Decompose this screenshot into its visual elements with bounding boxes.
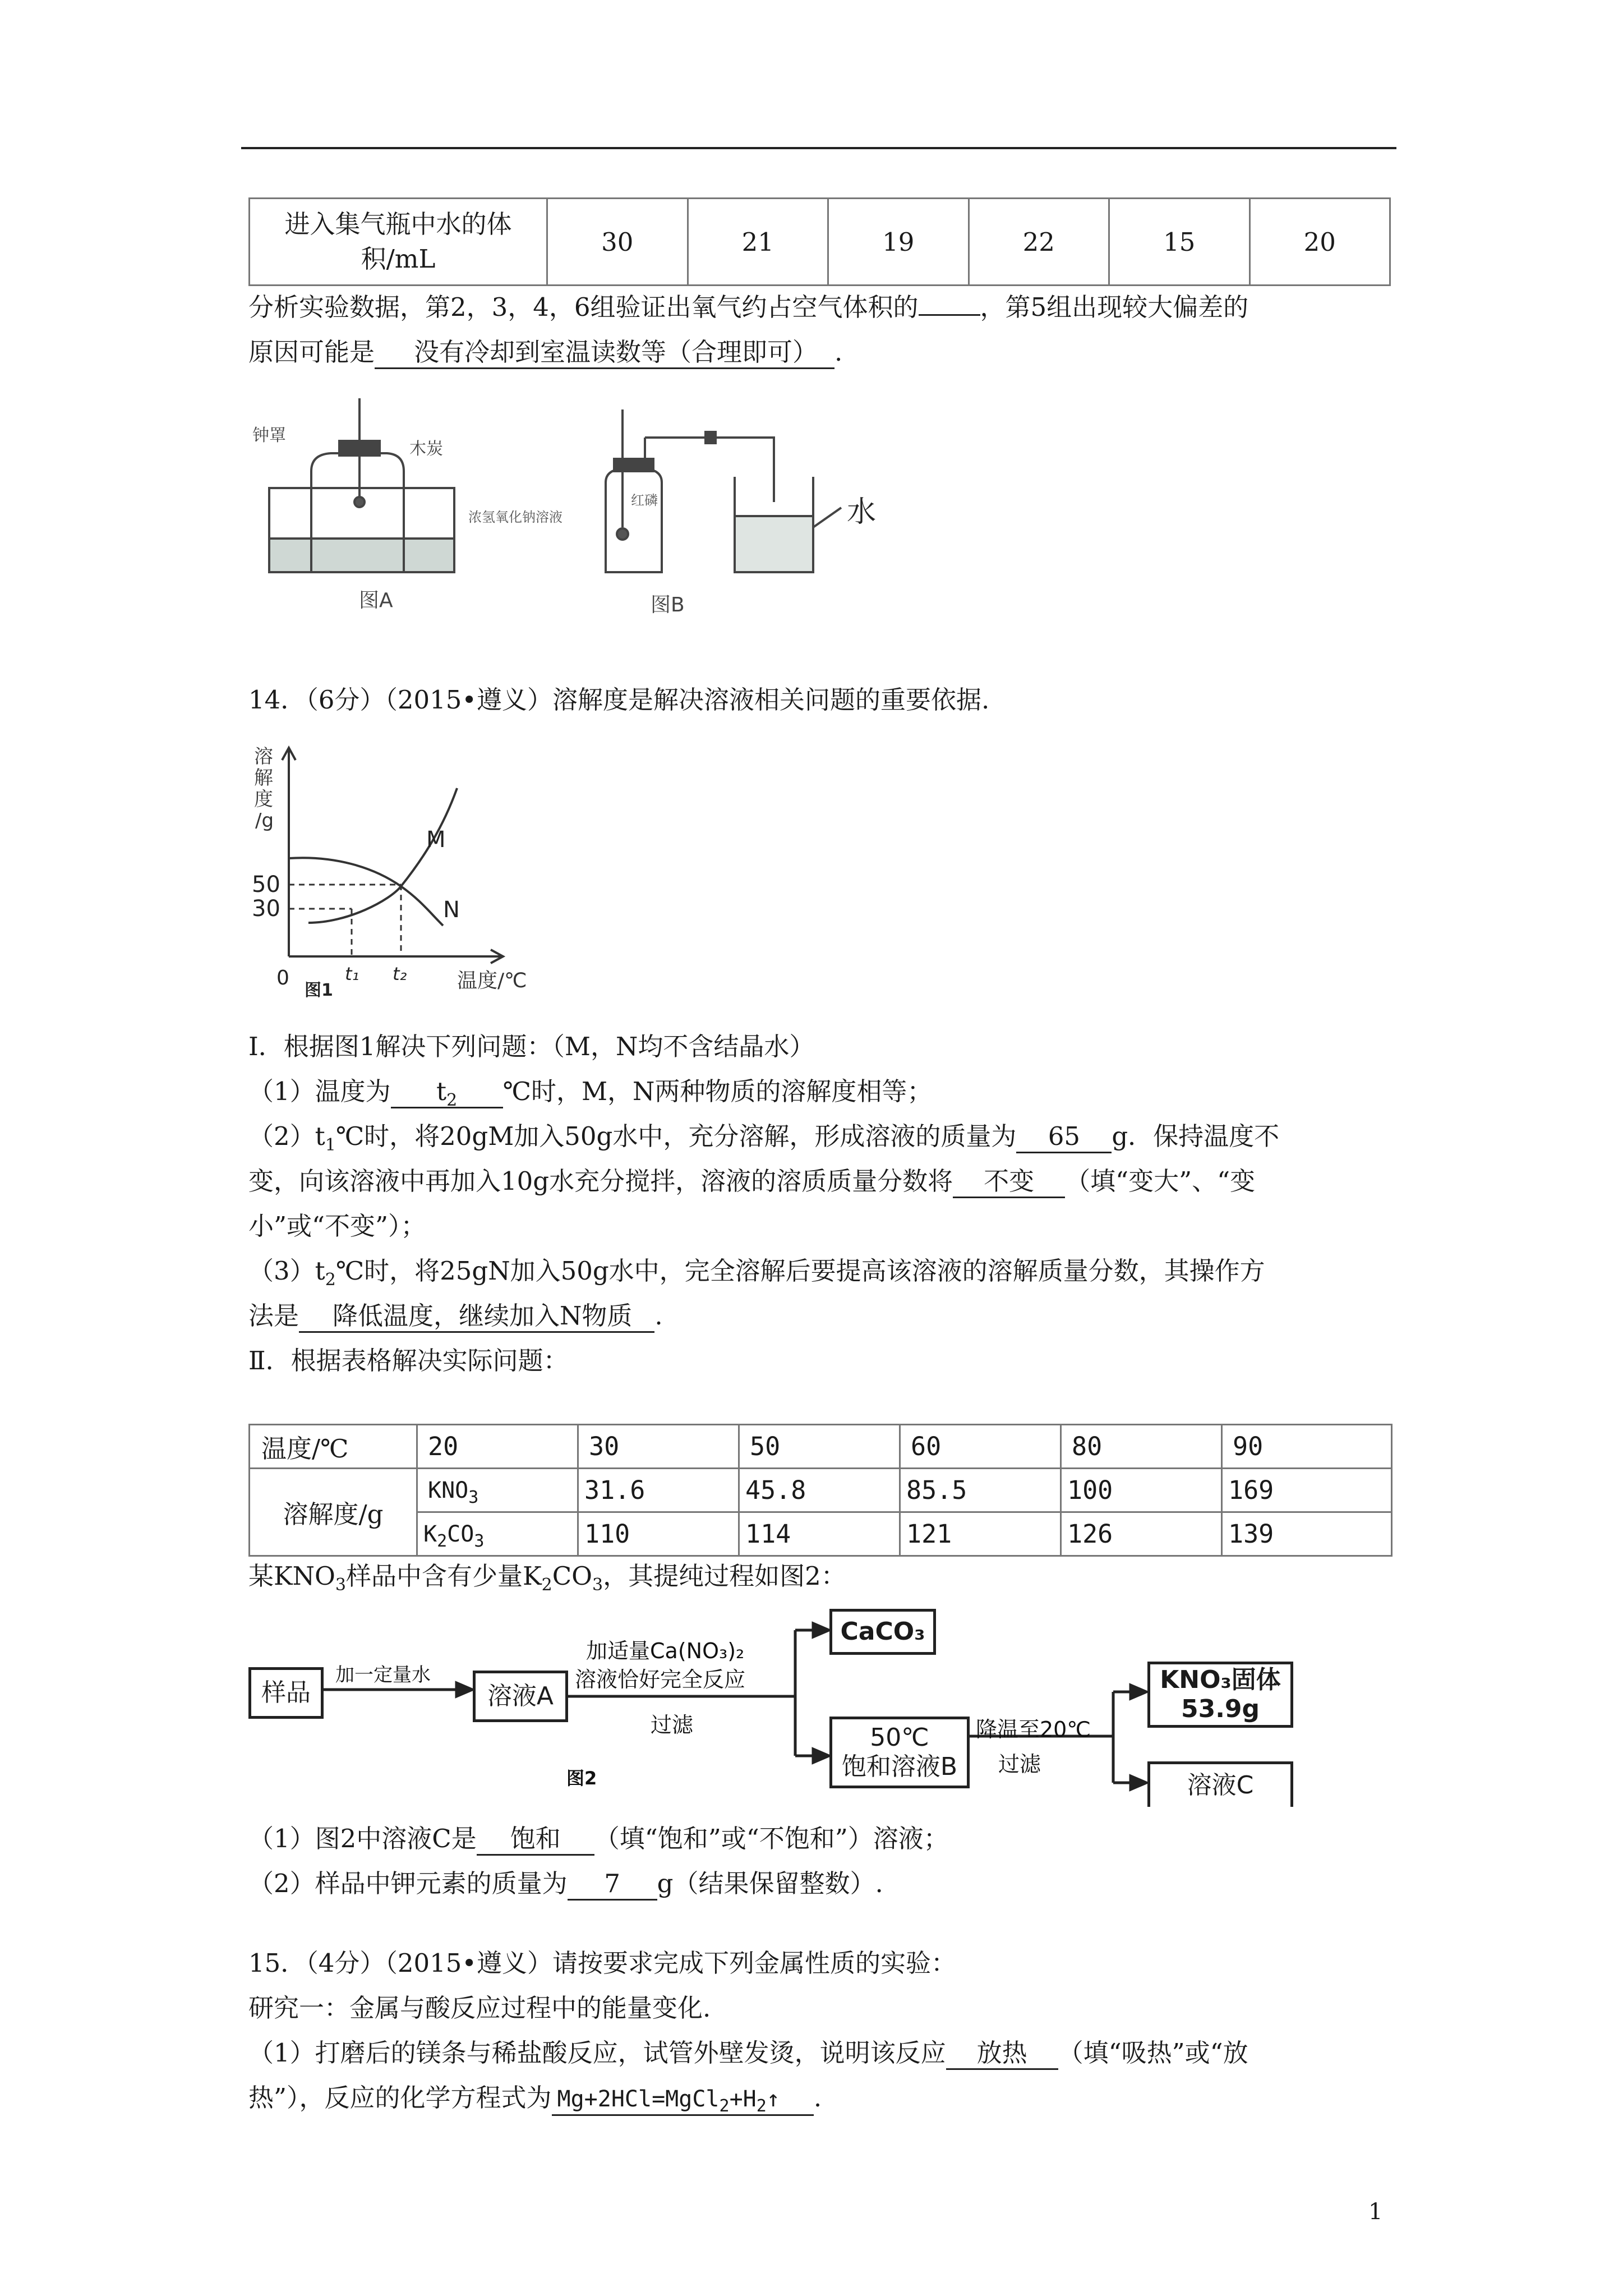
solubility-header: 溶解度/g <box>250 1469 417 1556</box>
q15-title: 15．（4分）（2015•遵义）请按要求完成下列金属性质的实验： <box>248 1948 956 1978</box>
figure2-caption: 图2 <box>566 1768 597 1789</box>
k2co3-value: 126 <box>1061 1512 1222 1556</box>
y-label-2: 解 <box>254 767 273 789</box>
temp-cell: 80 <box>1061 1425 1222 1469</box>
q14-title: 14．（6分）（2015•遵义）溶解度是解决溶液相关问题的重要依据. <box>248 685 990 715</box>
arrow-label-filter-2: 过滤 <box>998 1752 1041 1777</box>
answer: 没有冷却到室温读数等（合理即可） <box>375 337 834 369</box>
box-solution-b <box>829 1717 970 1788</box>
label-bell: 钟罩 <box>252 426 286 445</box>
q15-s1 <box>248 2036 1248 2070</box>
text: 分析实验数据，第2，3，4，6组验证出氧气约占空气体积的 <box>248 292 919 322</box>
sub: 2 <box>446 1091 458 1110</box>
text: （填“变大”、“变 <box>1065 1166 1256 1196</box>
curve-m <box>308 788 457 923</box>
solution-b-temp: 50℃ <box>870 1723 929 1752</box>
series-label-n: N <box>443 897 460 923</box>
text: （填“饱和”或“不饱和”）溶液； <box>594 1824 949 1853</box>
sample-intro <box>248 1559 846 1593</box>
box-sample: 样品 <box>248 1667 324 1719</box>
text: ℃时，M，N两种物质的溶解度相等； <box>502 1076 933 1106</box>
temp-header: 温度/℃ <box>250 1425 417 1469</box>
temp-cell: 50 <box>739 1425 900 1469</box>
text: +H <box>729 2086 757 2112</box>
table-header-water-volume: 进入集气瓶中水的体积/mL <box>250 199 547 286</box>
text: ℃时，将20gM加入50g水中，充分溶解，形成溶液的质量为 <box>335 1121 1017 1151</box>
text: （1）图2中溶液C是 <box>248 1824 477 1853</box>
apparatus-figure <box>247 387 909 628</box>
q13-line2 <box>248 335 842 369</box>
text: g．保持温度不 <box>1112 1121 1280 1151</box>
text: 样品中含有少量K <box>345 1561 542 1591</box>
y-tick-50: 50 <box>252 872 280 898</box>
q14-s3 <box>248 1254 1265 1288</box>
text: （2）样品中钾元素的质量为 <box>248 1869 568 1898</box>
q14-s2-line2 <box>248 1165 1255 1198</box>
text: . <box>654 1301 663 1331</box>
answer-blank <box>919 314 980 316</box>
table-cell: 20 <box>1249 199 1390 286</box>
q14-part2: Ⅱ．根据表格解决实际问题： <box>248 1346 569 1375</box>
sub: 3 <box>468 1487 479 1507</box>
q13-line1 <box>248 291 1248 324</box>
text: KNO <box>428 1477 469 1503</box>
x-tick-t1: t₁ <box>345 963 359 984</box>
x-axis-label: 温度/℃ <box>457 969 527 992</box>
caption-a: 图A <box>359 589 393 612</box>
table-cell: 21 <box>688 199 828 286</box>
sub: 3 <box>474 1531 485 1551</box>
figure1-caption: 图1 <box>305 981 333 1000</box>
sub: 3 <box>335 1575 346 1595</box>
kno3-value: 169 <box>1222 1469 1392 1512</box>
sub: 3 <box>592 1575 603 1595</box>
figure-b <box>606 409 841 572</box>
table-cell: 15 <box>1109 199 1250 286</box>
text: 热”），反应的化学方程式为 <box>248 2083 552 2113</box>
y-label-4: /g <box>255 809 274 832</box>
text: （3）t <box>248 1256 325 1286</box>
label-carbon: 木炭 <box>409 439 443 459</box>
text: （2）t <box>248 1121 325 1151</box>
k2co3-value: 110 <box>578 1512 739 1556</box>
q14-ii-q1 <box>248 1822 949 1856</box>
answer: 不变 <box>953 1166 1065 1198</box>
kno3-label <box>417 1469 578 1512</box>
kno3-solid-label: KNO₃固体 <box>1160 1665 1281 1694</box>
arrow-label-cool: 降温至20℃ <box>976 1717 1091 1742</box>
temp-cell: 60 <box>900 1425 1061 1469</box>
sub: 2 <box>325 1270 336 1290</box>
q15-research1: 研究一：金属与酸反应过程中的能量变化. <box>248 1993 711 2023</box>
series-label-m: M <box>426 827 446 853</box>
text: （1）温度为 <box>248 1076 391 1106</box>
text: . <box>813 2083 822 2113</box>
x-tick-t2: t₂ <box>393 963 407 984</box>
q14-part1: Ⅰ．根据图1解决下列问题：（M，N均不含结晶水） <box>248 1032 815 1061</box>
text: ，第5组出现较大偏差的 <box>980 292 1249 322</box>
text: . <box>834 337 843 367</box>
text: 法是 <box>248 1301 299 1331</box>
q14-s3-line2 <box>248 1299 663 1333</box>
temp-cell: 90 <box>1222 1425 1392 1469</box>
figure-a <box>269 398 454 572</box>
kno3-solid-mass: 53.9g <box>1181 1695 1260 1723</box>
kno3-value: 31.6 <box>578 1469 739 1512</box>
text: K <box>423 1521 437 1547</box>
solubility-chart <box>250 738 564 1001</box>
temp-cell: 30 <box>578 1425 739 1469</box>
y-tick-30: 30 <box>252 896 280 922</box>
text: ，其提纯过程如图2： <box>603 1561 846 1591</box>
answer: 降低温度，继续加入N物质 <box>299 1301 654 1333</box>
q14-ii-q2 <box>248 1867 883 1901</box>
text: 原因可能是 <box>248 337 375 367</box>
label-water: 水 <box>847 495 877 529</box>
arrow-label-reagent-1: 加适量Ca(NO₃)₂ <box>586 1639 745 1663</box>
arrow-label-filter-1: 过滤 <box>651 1713 694 1737</box>
q15-s1-line2 <box>248 2081 822 2116</box>
kno3-value: 85.5 <box>900 1469 1061 1512</box>
text: CO <box>552 1561 593 1591</box>
k2co3-label <box>417 1512 578 1556</box>
text: CO <box>447 1521 474 1547</box>
ans-t: t <box>436 1076 447 1106</box>
table-cell: 22 <box>969 199 1109 286</box>
y-label-1: 溶 <box>254 746 273 768</box>
text: 某KNO <box>248 1561 335 1591</box>
temp-cell: 20 <box>417 1425 578 1469</box>
answer-equation <box>552 2084 814 2116</box>
k2co3-value: 139 <box>1222 1512 1392 1556</box>
answer <box>391 1076 503 1108</box>
answer: 饱和 <box>477 1824 594 1856</box>
curve-n <box>289 858 443 926</box>
label-phosphorus: 红磷 <box>631 493 658 508</box>
answer: 65 <box>1016 1121 1112 1153</box>
text: （填“吸热”或“放 <box>1058 2038 1248 2068</box>
text: （1）打磨后的镁条与稀盐酸反应，试管外壁发烫，说明该反应 <box>248 2038 946 2068</box>
table-cell: 30 <box>547 199 688 286</box>
solution-b-label: 饱和溶液B <box>841 1752 958 1781</box>
box-kno3-solid <box>1147 1662 1293 1728</box>
text: ℃时，将25gN加入50g水中，完全溶解后要提高该溶液的溶解质量分数，其操作方 <box>335 1256 1265 1286</box>
text: g（结果保留整数）. <box>657 1869 883 1898</box>
page-number: 1 <box>1368 2199 1383 2225</box>
kno3-value: 100 <box>1061 1469 1222 1512</box>
header-rule <box>241 147 1396 149</box>
box-solution-a: 溶液A <box>473 1671 568 1722</box>
sub: 1 <box>325 1135 336 1155</box>
table-cell: 19 <box>828 199 969 286</box>
y-label-3: 度 <box>254 788 273 811</box>
sub: 2 <box>437 1531 448 1551</box>
arrow-label-add-water: 加一定量水 <box>335 1664 431 1686</box>
q14-s2 <box>248 1120 1279 1153</box>
text: ↑ <box>766 2086 780 2112</box>
k2co3-value: 121 <box>900 1512 1061 1556</box>
experiment-table <box>248 197 1391 286</box>
q14-s1 <box>248 1075 932 1108</box>
arrow-label-reagent-2: 溶液恰好完全反应 <box>575 1667 746 1692</box>
sub: 2 <box>719 2096 730 2116</box>
kno3-value: 45.8 <box>739 1469 900 1512</box>
solubility-table <box>248 1424 1393 1557</box>
answer: 7 <box>568 1869 657 1901</box>
box-caco3: CaCO₃ <box>829 1609 936 1655</box>
k2co3-value: 114 <box>739 1512 900 1556</box>
q14-s2-line3: 小”或“不变”）； <box>248 1211 426 1241</box>
sub: 2 <box>541 1575 552 1595</box>
origin-label: 0 <box>276 967 289 990</box>
sub: 2 <box>756 2096 767 2116</box>
text: Mg+2HCl=MgCl <box>557 2086 720 2112</box>
box-solution-c: 溶液C <box>1147 1761 1293 1807</box>
label-solution: 浓氢氧化钠溶液 <box>468 509 562 525</box>
text: 变，向该溶液中再加入10g水充分搅拌，溶液的溶质质量分数将 <box>248 1166 953 1196</box>
caption-b: 图B <box>651 593 685 616</box>
answer: 放热 <box>946 2038 1058 2070</box>
